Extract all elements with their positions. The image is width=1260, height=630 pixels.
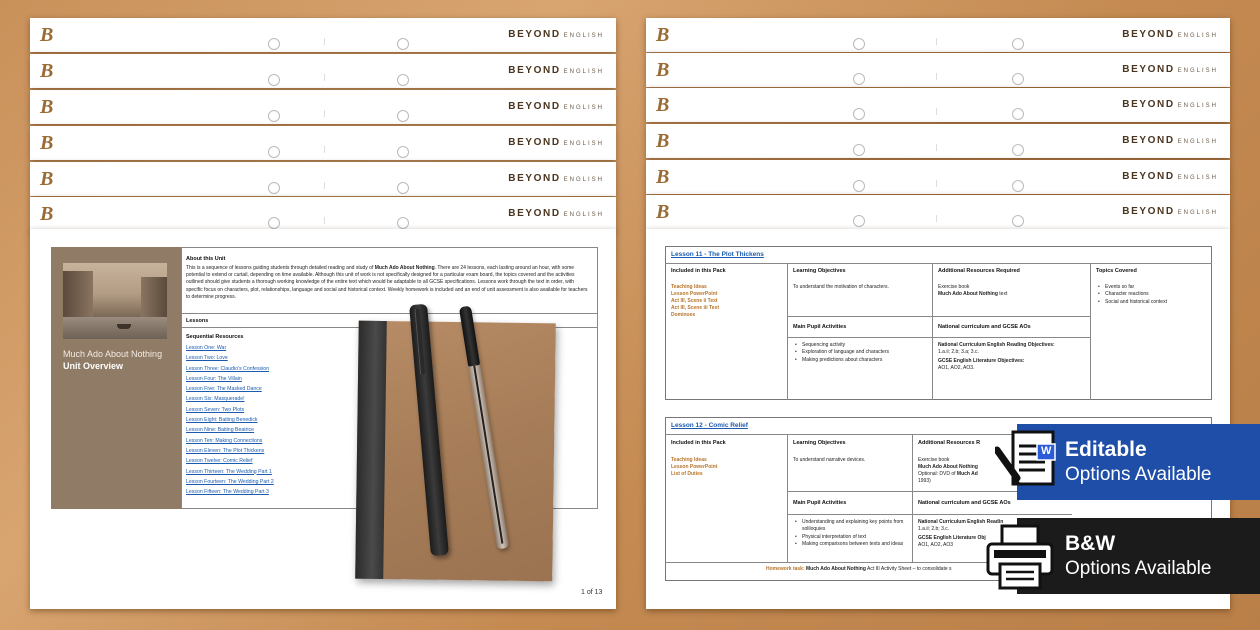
notebook-prop xyxy=(355,321,556,582)
lesson-link[interactable]: Lesson One: War xyxy=(186,345,227,351)
lesson-link[interactable]: Lesson Nine: Baiting Beatrice xyxy=(186,427,255,434)
divider xyxy=(324,146,325,153)
stack-sheet-left-4 xyxy=(30,126,616,160)
divider xyxy=(324,217,325,224)
beyond-logo-icon: B xyxy=(40,203,54,225)
divider xyxy=(787,514,1072,515)
divider xyxy=(936,215,937,222)
divider xyxy=(324,110,325,117)
topics-list xyxy=(1096,284,1167,306)
topic-item: • Character reactions xyxy=(1096,291,1167,298)
stack-sheet-left-6 xyxy=(30,197,616,231)
resource-item[interactable]: Lesson PowerPoint xyxy=(671,291,718,297)
stack-sheet-right-6 xyxy=(646,195,1230,229)
brand-wordmark: BEYOND ENGLISH xyxy=(508,65,604,76)
activities-list xyxy=(793,342,889,364)
objectives-text: To understand the motivation of characters. xyxy=(793,284,889,290)
punch-hole xyxy=(1012,180,1024,192)
divider xyxy=(787,316,1090,317)
punch-hole xyxy=(853,215,865,227)
bw-label: B&W xyxy=(1065,532,1116,555)
brand-wordmark: BEYOND ENGLISH xyxy=(508,208,604,219)
punch-hole xyxy=(397,146,409,158)
beyond-logo-icon: B xyxy=(40,60,54,82)
lesson-link[interactable]: Lesson Four: The Villain xyxy=(186,375,242,382)
page-number: 1 of 13 xyxy=(581,589,603,596)
included-list xyxy=(671,457,717,478)
activities-heading: Main Pupil Activities xyxy=(793,500,847,506)
divider xyxy=(936,180,937,187)
resources-text: Exercise book Much Ado About Nothing text xyxy=(938,284,1008,297)
divider xyxy=(1090,263,1091,400)
resources-text: Exercise book Much Ado About Nothing Optional: DVD of Much Ad 1993) xyxy=(918,457,978,484)
punch-hole xyxy=(397,110,409,122)
brand-wordmark: BEYOND ENGLISH xyxy=(508,137,604,148)
lesson-link[interactable]: Lesson Eleven: The Plot Thickens xyxy=(186,447,265,454)
beyond-logo-icon: B xyxy=(656,94,670,116)
activity-item: • Making predictions about characters xyxy=(793,357,889,364)
lesson-link[interactable]: Lesson Three: Claudio's Confession xyxy=(186,365,270,372)
punch-hole xyxy=(853,73,865,85)
printer-icon xyxy=(984,524,1056,590)
beyond-logo-icon: B xyxy=(40,132,54,154)
cover-subtitle: Unit Overview xyxy=(63,361,124,371)
objectives-heading: Learning Objectives xyxy=(793,268,846,274)
editable-options-badge[interactable] xyxy=(1017,424,1260,500)
activities-list xyxy=(793,519,909,549)
punch-hole xyxy=(853,144,865,156)
beyond-logo-icon: B xyxy=(656,130,670,152)
activity-item: • Making comparisons between texts and ideas xyxy=(793,541,909,548)
lesson-link[interactable]: Lesson Five: The Masked Dance xyxy=(186,386,262,393)
about-heading: About this Unit xyxy=(186,256,226,262)
brand-wordmark: BEYOND ENGLISH xyxy=(508,101,604,112)
divider xyxy=(936,38,937,45)
punch-hole xyxy=(397,182,409,194)
included-heading: Included in this Pack xyxy=(671,440,726,446)
nc-aos-text: National Curriculum English Readin 1.a.ii; 2.b; 3.c. GCSE English Literature Obj AO1, AO2, AO3 xyxy=(918,519,1004,548)
cover-photo xyxy=(63,263,167,339)
nc-aos-text: National Curriculum English Reading Objectives: 1.a.ii; 2.b; 3.a; 3.c. GCSE English Literature Objectives: AO1, AO2, AO3. xyxy=(938,342,1055,371)
punch-hole xyxy=(268,182,280,194)
punch-hole xyxy=(268,146,280,158)
editable-label: Editable xyxy=(1065,438,1147,461)
divider xyxy=(181,313,598,314)
resource-item[interactable]: Teaching Ideas xyxy=(671,457,707,463)
divider xyxy=(912,434,913,562)
resource-item[interactable]: Lesson PowerPoint xyxy=(671,464,718,470)
resources-heading: Additional Resources Required xyxy=(938,268,1020,274)
lesson-link[interactable]: Lesson Seven: Two Plots xyxy=(186,406,245,413)
divider xyxy=(324,38,325,45)
sequential-heading: Sequential Resources xyxy=(186,334,244,340)
lesson-link[interactable]: Lesson Thirteen: The Wedding Part 1 xyxy=(186,468,272,475)
divider xyxy=(787,263,788,400)
brand-wordmark: BEYOND ENGLISH xyxy=(1122,29,1218,40)
stack-sheet-right-2 xyxy=(646,53,1230,87)
brand-wordmark: BEYOND ENGLISH xyxy=(508,173,604,184)
included-list xyxy=(671,284,719,319)
punch-hole xyxy=(268,74,280,86)
divider xyxy=(324,182,325,189)
word-document-icon xyxy=(995,428,1059,496)
lesson-11-title[interactable]: Lesson 11 - The Plot Thickens xyxy=(671,251,764,258)
lesson-link[interactable]: Lesson Twelve: Comic Relief xyxy=(186,458,253,465)
beyond-logo-icon: B xyxy=(656,24,670,46)
activity-item: • Physical interpretation of text xyxy=(793,534,909,541)
lesson-link[interactable]: Lesson Ten: Making Connections xyxy=(186,437,263,444)
topics-heading: Topics Covered xyxy=(1096,268,1137,274)
divider xyxy=(936,144,937,151)
divider xyxy=(665,263,1212,264)
editable-sublabel: Options Available xyxy=(1065,464,1212,485)
stack-sheet-left-5 xyxy=(30,162,616,196)
activities-heading: Main Pupil Activities xyxy=(793,324,847,330)
cover-panel xyxy=(51,247,181,509)
stack-sheet-right-1 xyxy=(646,18,1230,52)
punch-hole xyxy=(853,38,865,50)
beyond-logo-icon: B xyxy=(40,24,54,46)
resource-item[interactable]: Teaching Ideas xyxy=(671,284,707,290)
resource-item[interactable]: Act III, Scene iii Text xyxy=(671,305,719,311)
beyond-logo-icon: B xyxy=(40,168,54,190)
lesson-link[interactable]: Lesson Fifteen: The Wedding Part 3 xyxy=(186,489,269,496)
lesson-link[interactable]: Lesson Fourteen: The Wedding Part 2 xyxy=(186,478,274,485)
resources-heading: Additional Resources R xyxy=(918,440,981,446)
nc-aos-heading: National curriculum and GCSE AOs xyxy=(938,324,1031,330)
included-heading: Included in this Pack xyxy=(671,268,726,274)
objectives-text: To understand narrative devices. xyxy=(793,457,866,463)
lesson-list xyxy=(186,343,274,497)
cover-title: Much Ado About Nothing xyxy=(63,349,163,359)
stack-sheet-right-3 xyxy=(646,88,1230,122)
divider xyxy=(787,337,1090,338)
brand-wordmark: BEYOND ENGLISH xyxy=(1122,206,1218,217)
objectives-heading: Learning Objectives xyxy=(793,440,846,446)
divider xyxy=(932,263,933,400)
nc-aos-heading: National curriculum and GCSE AOs xyxy=(918,500,1011,506)
about-text: This is a sequence of lessons guiding students through detailed reading and study of Much Ado About Nothing. There are 24 lessons, each lasting around an hour, with some potential to extend or curtail, depending on time available. Although this unit of work is not specifically designed for a particular exam board, the topics covered and the activities outlined should give students a thorough working knowledge of the entire text which would be adaptable to all GCSE specifications. Lessons work through the text in order, with specific focus on characters, plot, relationships, language and social and historical context. Weekly homework is included and an end of unit assessment is also available for teachers to determine progress. xyxy=(186,265,588,300)
stack-sheet-left-1 xyxy=(30,18,616,52)
brand-wordmark: BEYOND ENGLISH xyxy=(508,29,604,40)
brand-wordmark: BEYOND ENGLISH xyxy=(1122,171,1218,182)
punch-hole xyxy=(1012,38,1024,50)
lesson-link[interactable]: Lesson Eight: Baiting Benedick xyxy=(186,417,258,424)
punch-hole xyxy=(1012,144,1024,156)
beyond-logo-icon: B xyxy=(656,201,670,223)
beyond-logo-icon: B xyxy=(656,166,670,188)
resource-item[interactable]: Act III, Scene ii Text xyxy=(671,298,718,304)
stack-sheet-right-4 xyxy=(646,124,1230,158)
brand-wordmark: BEYOND ENGLISH xyxy=(1122,64,1218,75)
punch-hole xyxy=(1012,215,1024,227)
punch-hole xyxy=(397,38,409,50)
topic-item: • Events so far xyxy=(1096,284,1167,291)
punch-hole xyxy=(268,110,280,122)
activity-item: • Understanding and explaining key points from soliloquies xyxy=(793,519,909,534)
lessons-heading: Lessons xyxy=(186,318,209,324)
topic-item: • Social and historical context xyxy=(1096,299,1167,306)
bw-options-badge[interactable] xyxy=(1017,518,1260,594)
resource-item[interactable]: Dominoes xyxy=(671,312,696,318)
punch-hole xyxy=(268,38,280,50)
divider xyxy=(324,74,325,81)
lesson-link[interactable]: Lesson Six: Masquerade! xyxy=(186,396,245,403)
word-mark: W xyxy=(1041,445,1052,457)
brand-wordmark: BEYOND ENGLISH xyxy=(1122,135,1218,146)
punch-hole xyxy=(397,217,409,229)
stack-sheet-left-2 xyxy=(30,54,616,88)
activity-item: • Exploration of language and characters xyxy=(793,349,889,356)
lesson-12-title[interactable]: Lesson 12 - Comic Relief xyxy=(671,422,748,429)
homework-task: Homework task: Much Ado About Nothing Act III Activity Sheet – to consolidate s xyxy=(766,566,952,572)
lesson-link[interactable]: Lesson Two: Love xyxy=(186,355,228,362)
stack-sheet-right-5 xyxy=(646,160,1230,194)
resource-item[interactable]: List of Duties xyxy=(671,471,703,477)
activity-item: • Sequencing activity xyxy=(793,342,889,349)
punch-hole xyxy=(1012,108,1024,120)
stack-sheet-left-3 xyxy=(30,90,616,124)
divider xyxy=(936,108,937,115)
divider xyxy=(936,73,937,80)
bw-sublabel: Options Available xyxy=(1065,558,1212,579)
punch-hole xyxy=(268,217,280,229)
punch-hole xyxy=(853,108,865,120)
divider xyxy=(787,434,788,562)
punch-hole xyxy=(853,180,865,192)
beyond-logo-icon: B xyxy=(656,59,670,81)
punch-hole xyxy=(1012,73,1024,85)
brand-wordmark: BEYOND ENGLISH xyxy=(1122,99,1218,110)
beyond-logo-icon: B xyxy=(40,96,54,118)
punch-hole xyxy=(397,74,409,86)
